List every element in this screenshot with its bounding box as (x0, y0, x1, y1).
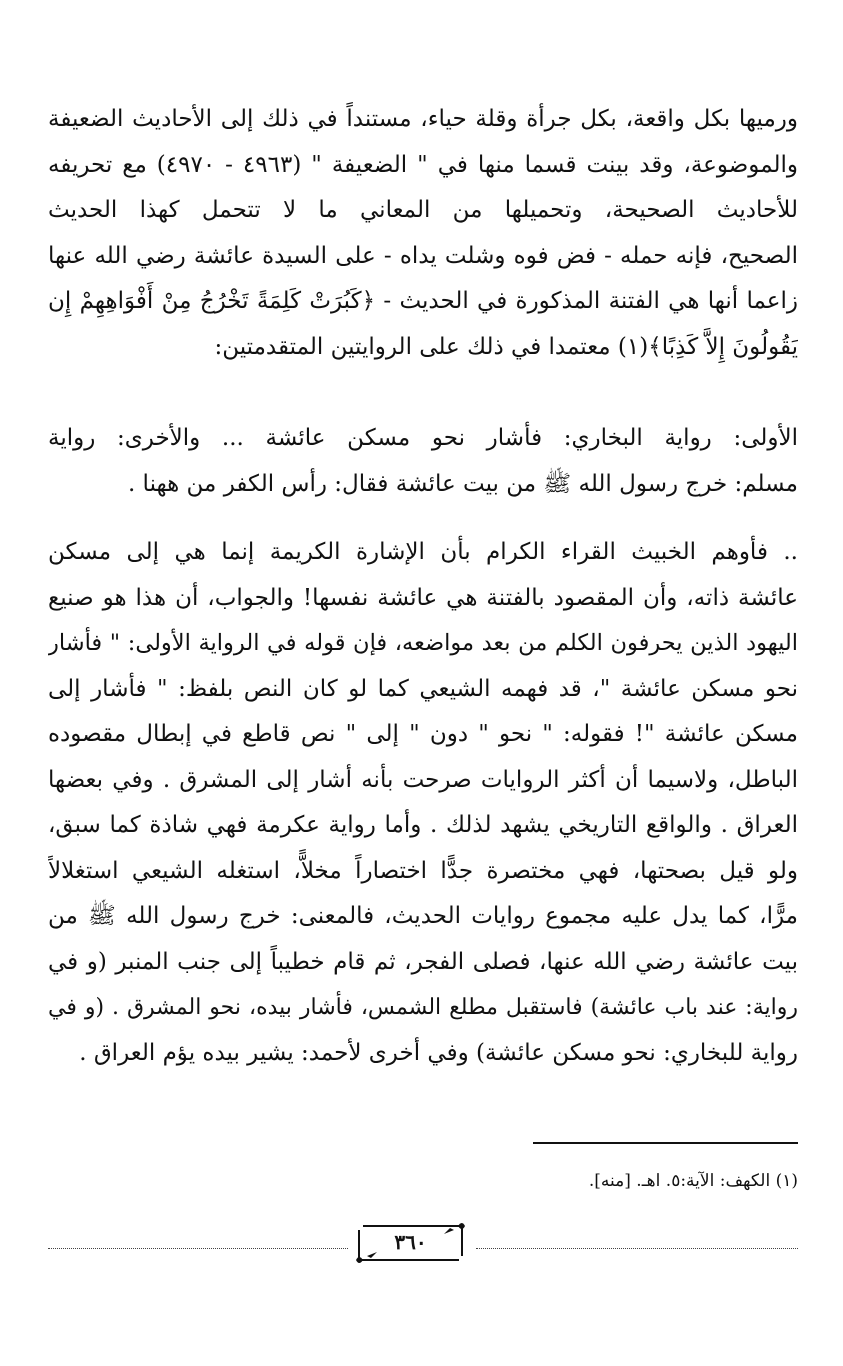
text-line: ولو قيل بصحتها، فهي مختصرة جدًّا اختصاراً مخلاًّ، استغله الشيعي استغلالاً (48, 857, 798, 884)
text-line: عائشة ذاته، وأن المقصود بالفتنة هي عائشة نفسها! والجواب، أن هذا هو صنيع (48, 584, 798, 611)
text-line: للأحاديث الصحيحة، وتحميلها من المعاني ما لا تتحمل كهذا الحديث (48, 197, 798, 223)
page-number-frame (353, 1220, 468, 1266)
text-line: رواية: عند باب عائشة) فاستقبل مطلع الشمس، فأشار بيده، نحو المشرق . (و في (48, 995, 798, 1020)
text-line: بيت عائشة رضي الله عنها، فصلى الفجر، ثم قام خطيباً إلى جنب المنبر (و في (48, 948, 798, 975)
text-line: ورميها بكل واقعة، بكل جرأة وقلة حياء، مستنداً في ذلك إلى الأحاديث الضعيفة (48, 106, 798, 132)
text-line: يَقُولُونَ إِلاَّ كَذِبًا﴾(١) معتمدا في ذلك على الروايتين المتقدمتين: (214, 333, 798, 360)
paragraph-3 (48, 530, 798, 1076)
footer-dotted-rule-right (476, 1248, 798, 1249)
text-line: مسلم: خرج رسول الله ﷺ من بيت عائشة فقال: رأس الكفر من ههنا . (127, 470, 798, 497)
footnote: (١) الكهف: الآية:٥. اهـ. [منه]. (588, 1171, 798, 1191)
text-line: نحو مسكن عائشة "، قد فهمه الشيعي كما لو كان النص بلفظ: " فأشار إلى (48, 675, 798, 702)
text-line: زاعما أنها هي الفتنة المذكورة في الحديث - ﴿كَبُرَتْ كَلِمَةً تَخْرُجُ مِنْ أَفْوَاهِهِمْ إِن (48, 288, 798, 314)
text-line: اليهود الذين يحرفون الكلم من بعد مواضعه، فإن قوله في الرواية الأولى: " فأشار (48, 630, 798, 656)
text-line: مرًّا، كما يدل عليه مجموع روايات الحديث، فالمعنى: خرج رسول الله ﷺ من (48, 903, 798, 929)
paragraph-1 (48, 97, 798, 370)
text-line: الصحيح، فإنه حمله - فض فوه وشلت يداه - على السيدة عائشة رضي الله عنها (48, 242, 798, 269)
text-line: رواية للبخاري: نحو مسكن عائشة) وفي أخرى لأحمد: يشير بيده يؤم العراق . (79, 1039, 798, 1066)
paragraph-2 (48, 416, 798, 507)
text-line: مسكن عائشة "! فقوله: " نحو " دون " إلى " نص قاطع في إبطال مقصوده (48, 721, 798, 747)
text-line: .. فأوهم الخبيث القراء الكرام بأن الإشارة الكريمة إنما هي إلى مسكن (48, 539, 798, 565)
footer-dotted-rule-left (48, 1248, 348, 1249)
text-line: والموضوعة، وقد بينت قسما منها في " الضعيفة " (٤٩٦٣ - ٤٩٧٠) مع تحريفه (48, 151, 798, 178)
footnote-divider (533, 1142, 798, 1144)
text-line: الباطل، ولاسيما أن أكثر الروايات صرحت بأنه أشار إلى المشرق . وفي بعضها (48, 766, 798, 793)
text-line: الأولى: رواية البخاري: فأشار نحو مسكن عائشة ... والأخرى: رواية (48, 425, 798, 451)
page-footer (48, 1214, 798, 1274)
page-number: ٣٦٠ (394, 1230, 427, 1254)
text-line: العراق . والواقع التاريخي يشهد لذلك . وأما رواية عكرمة فهي شاذة كما سبق، (48, 812, 798, 838)
